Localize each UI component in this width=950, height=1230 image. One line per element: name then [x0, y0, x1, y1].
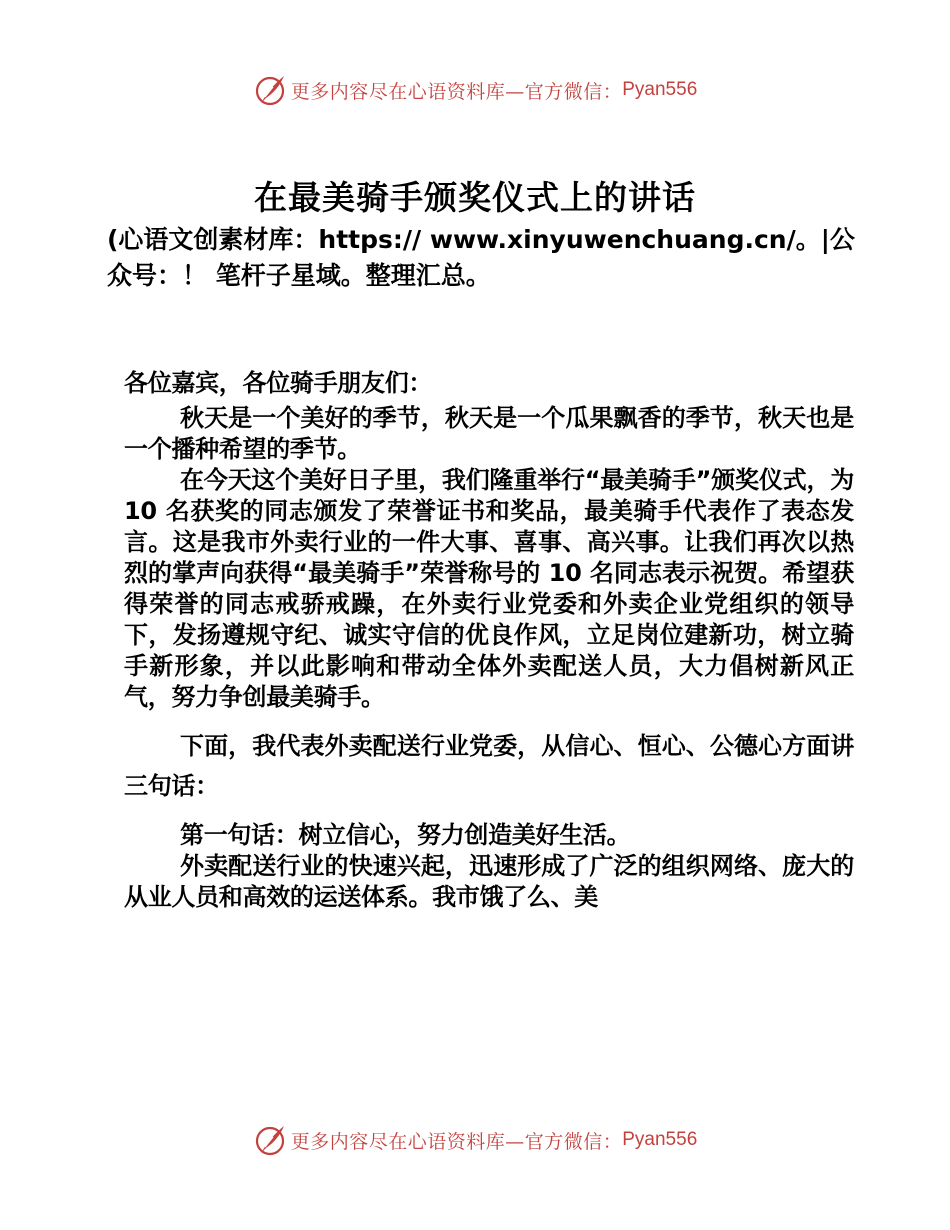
footer-banner: [0, 1120, 950, 1160]
paragraph: 在今天这个美好日子里，我们隆重举行“最美骑手”颁奖仪式，为 10 名获奖的同志颁发了荣誉证书和奖品，最美骑手代表作了表态发言。这是我市外卖行业的一件大事、喜事、高兴事。让我们再次以热烈的掌声向获得“最美骑手”荣誉称号的 10 名同志表示祝贺。希望获得荣誉的同志戒骄戒躁，在外卖行业党委和外卖企业党组织的领导下，发扬遵规守纪、诚实守信的优良作风，立足岗位建新功，树立骑手新形象，并以此影响和带动全体外卖配送人员，大力倡树新风正气，努力争创最美骑手。: [124, 466, 854, 711]
section-heading: 第一句话：树立信心，努力创造美好生活。: [180, 821, 631, 849]
paragraph: 秋天是一个美好的季节，秋天是一个瓜果飘香的季节，秋天也是一个播种希望的季节。: [124, 404, 854, 463]
quill-logo-icon: [253, 73, 287, 107]
banner-text: 更多内容尽在心语资料库—官方微信：: [290, 80, 623, 103]
banner-text: 更多内容尽在心语资料库—官方微信：: [290, 1130, 623, 1153]
paragraph: 下面，我代表外卖配送行业党委，从信心、恒心、公德心方面讲三句话：: [124, 732, 854, 800]
document-body: [124, 368, 854, 913]
document-title: 在最美骑手颁奖仪式上的讲话: [254, 178, 696, 217]
paragraph: 外卖配送行业的快速兴起，迅速形成了广泛的组织网络、庞大的从业人员和高效的运送体系。我市饿了么、美: [124, 852, 854, 911]
header-banner: [0, 70, 950, 110]
quill-logo-icon: [253, 1123, 287, 1157]
banner-wechat-id: Pyan556: [622, 1129, 698, 1150]
source-note: (心语文创素材库：https:// www.xinyuwenchuang.cn/。|公众号：！ 笔杆子星域。整理汇总。: [107, 225, 855, 290]
salutation: 各位嘉宾，各位骑手朋友们：: [124, 369, 433, 397]
banner-wechat-id: Pyan556: [622, 79, 698, 100]
